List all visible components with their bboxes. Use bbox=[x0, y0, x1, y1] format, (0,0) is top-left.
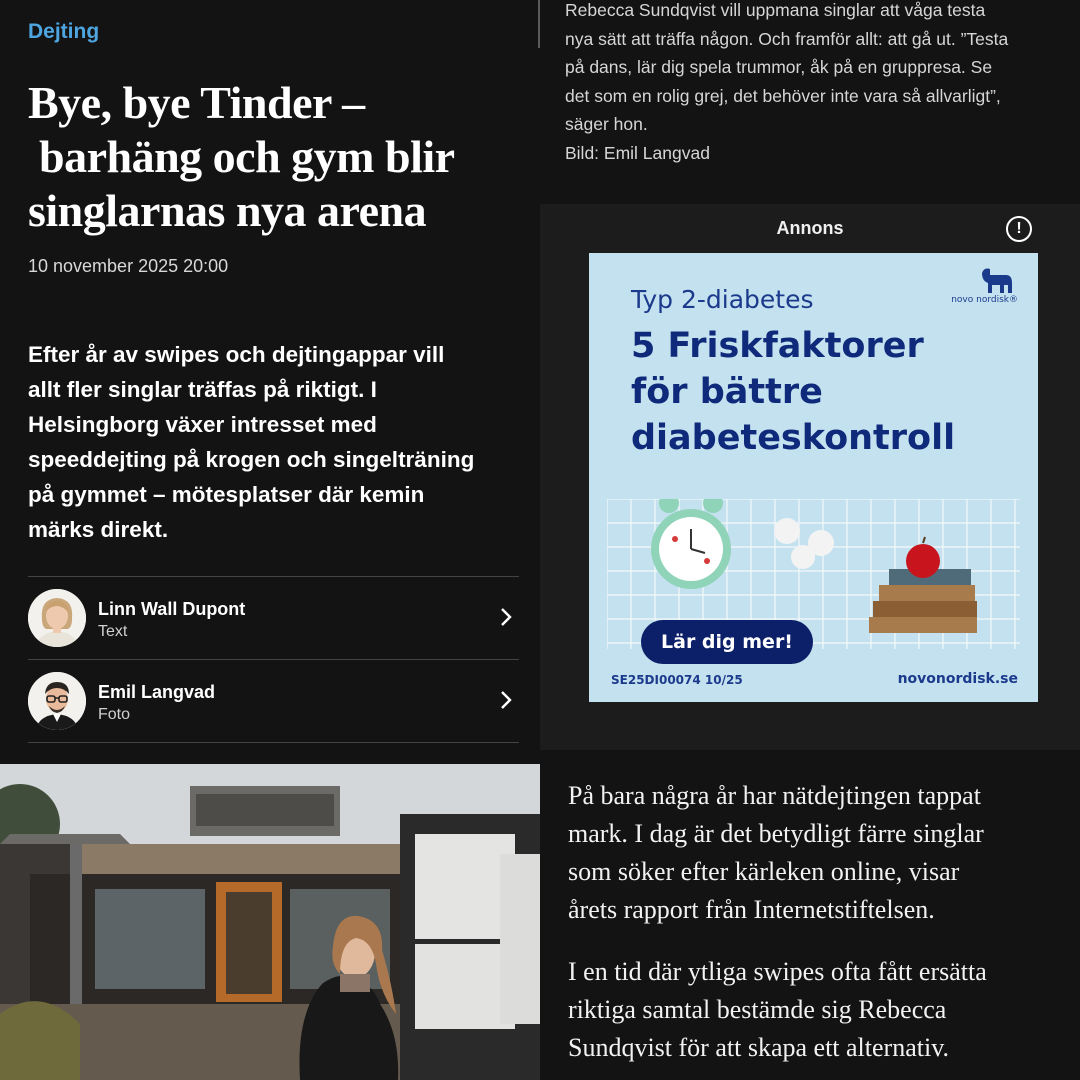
advertisement bbox=[540, 204, 1080, 750]
paragraph-line: mark. I dag är det betydligt färre singlar bbox=[568, 819, 984, 848]
pills-icon bbox=[774, 518, 834, 569]
caption-line: Rebecca Sundqvist vill uppmana singlar att våga testa bbox=[565, 0, 986, 20]
bull-logo-icon bbox=[976, 263, 1016, 297]
ad-code: SE25DI00074 10/25 bbox=[611, 673, 743, 687]
ad-title-line: för bättre bbox=[631, 372, 823, 412]
avatar bbox=[28, 672, 86, 730]
caption-line: nya sätt att träffa någon. Och framför allt: att gå ut. ”Testa bbox=[565, 28, 1009, 49]
learn-more-button[interactable]: Lär dig mer! bbox=[641, 620, 813, 664]
article-photo[interactable] bbox=[0, 764, 540, 1080]
ad-title-line: diabeteskontroll bbox=[631, 418, 956, 458]
caption-line: säger hon. bbox=[565, 114, 648, 134]
divider bbox=[28, 742, 519, 743]
ad-title-line: 5 Friskfaktorer bbox=[631, 326, 924, 366]
headline-line: singlarnas nya arena bbox=[28, 185, 427, 236]
article-lead bbox=[28, 337, 528, 547]
avatar bbox=[28, 589, 86, 647]
publish-date: 10 november 2025 20:00 bbox=[28, 256, 229, 276]
lead-line: Efter år av swipes och dejtingappar vill bbox=[28, 342, 445, 367]
paragraph-line: riktiga samtal bestämde sig Rebecca bbox=[568, 995, 947, 1024]
byline-emil-langvad[interactable] bbox=[28, 660, 519, 742]
lead-line: allt fler singlar träffas på riktigt. I bbox=[28, 377, 377, 402]
byline-linn-wall-dupont[interactable] bbox=[28, 577, 519, 659]
books-apple-icon bbox=[869, 537, 977, 633]
paragraph-line: Sundqvist för att skapa ett alternativ. bbox=[568, 1033, 949, 1062]
lead-line: märks direkt. bbox=[28, 517, 169, 542]
lead-line: på gymmet – mötesplatser där kemin bbox=[28, 482, 425, 507]
ad-title bbox=[631, 323, 1011, 461]
info-icon[interactable]: ! bbox=[1006, 216, 1032, 242]
caption-line: det som en rolig grej, det behöver inte vara så allvarligt”, bbox=[565, 85, 1001, 106]
article-paragraph bbox=[568, 777, 1058, 929]
chevron-right-icon bbox=[499, 690, 513, 710]
ad-logo-text: novo nordisk® bbox=[951, 295, 1018, 305]
article-headline bbox=[28, 76, 528, 238]
lead-line: Helsingborg växer intresset med bbox=[28, 412, 377, 437]
ad-kicker: Typ 2-diabetes bbox=[631, 285, 814, 314]
chevron-right-icon bbox=[499, 607, 513, 627]
ad-label: Annons bbox=[776, 218, 844, 238]
paragraph-line: I en tid där ytliga swipes ofta fått ersätta bbox=[568, 957, 987, 986]
category-link[interactable]: Dejting bbox=[28, 20, 100, 43]
byline-name: Emil Langvad bbox=[98, 682, 216, 702]
ad-url[interactable]: novonordisk.se bbox=[897, 671, 1018, 687]
ad-banner[interactable] bbox=[589, 253, 1038, 702]
paragraph-line: årets rapport från Internetstiftelsen. bbox=[568, 895, 935, 924]
photo-caption bbox=[565, 0, 1065, 167]
paragraph-line: som söker efter kärleken online, visar bbox=[568, 857, 960, 886]
byline-role: Foto bbox=[98, 706, 131, 723]
caption-credit: Bild: Emil Langvad bbox=[565, 142, 710, 163]
lead-line: speeddejting på krogen och singelträning bbox=[28, 447, 475, 472]
article-paragraph bbox=[568, 953, 1058, 1067]
byline-name: Linn Wall Dupont bbox=[98, 599, 246, 619]
paragraph-line: På bara några år har nätdejtingen tappat bbox=[568, 781, 981, 810]
caption-line: på dans, lär dig spela trummor, åk på en gruppresa. Se bbox=[565, 57, 993, 77]
alarm-clock-icon bbox=[651, 499, 731, 589]
headline-line: Bye, bye Tinder – bbox=[28, 77, 365, 128]
byline-role: Text bbox=[98, 623, 128, 640]
headline-line: barhäng och gym blir bbox=[28, 131, 455, 182]
